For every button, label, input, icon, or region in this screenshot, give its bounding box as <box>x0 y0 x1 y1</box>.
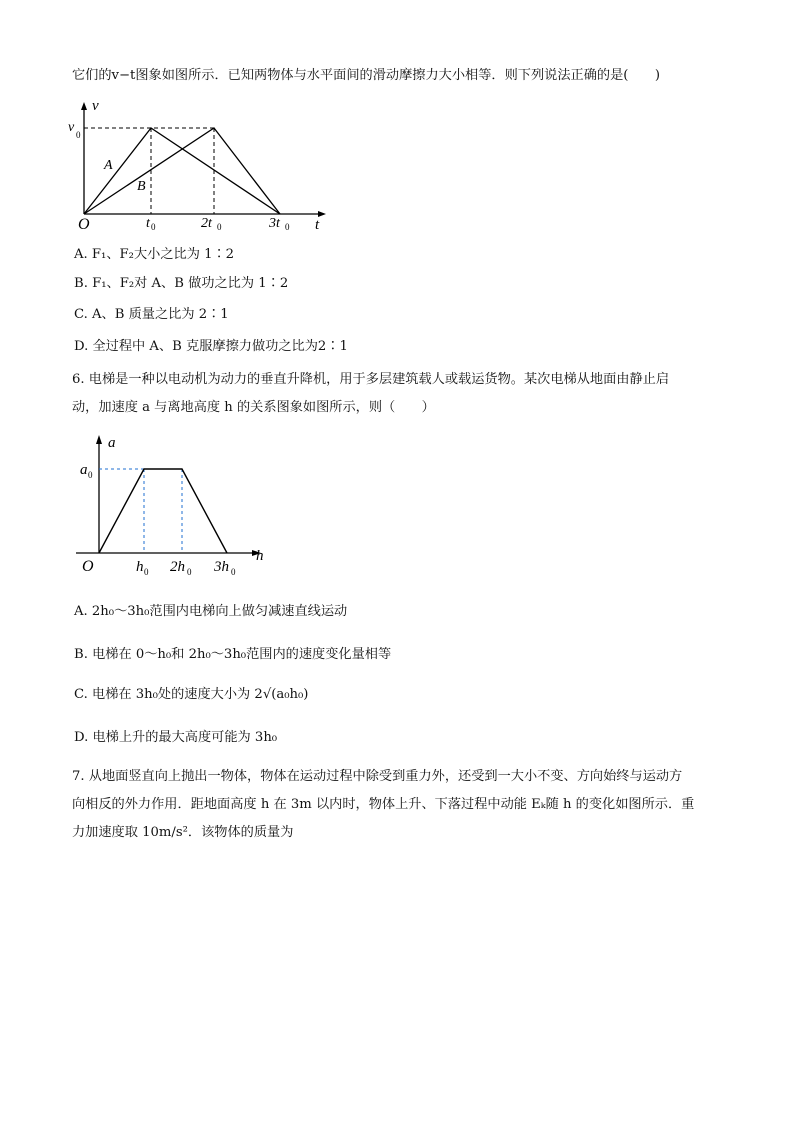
vt-tick3: 3t <box>269 216 280 231</box>
ah-y-label: a <box>108 435 116 451</box>
vt-tick2: 2t <box>201 216 212 231</box>
vt-label-a: A <box>104 158 113 173</box>
q5-stem: 它们的v−t图象如图所示．已知两物体与水平面间的滑动摩擦力大小相等．则下列说法正确的是( ) <box>72 68 660 83</box>
vt-x-arrow <box>318 211 326 217</box>
vt-y-arrow <box>81 102 87 110</box>
q7-line3: 力加速度取 10m/s²．该物体的质量为 <box>72 825 294 840</box>
q5-option-b: B. F₁、F₂对 A、B 做功之比为 1∶2 <box>74 276 289 291</box>
q5-option-c: C. A、B 质量之比为 2∶1 <box>74 307 229 322</box>
q7-line1: 7. 从地面竖直向上抛出一物体，物体在运动过程中除受到重力外，还受到一大小不变、方向始终与运动方 <box>72 769 683 784</box>
ah-y-arrow <box>96 435 102 444</box>
vt-x-label: t <box>315 217 320 233</box>
vt-graph <box>66 98 336 233</box>
ah-origin: O <box>82 558 94 575</box>
ah-tick2-sub: 0 <box>187 567 192 577</box>
vt-v0-sub: 0 <box>76 130 81 140</box>
ah-trapezoid-line <box>99 469 227 553</box>
vt-label-b: B <box>137 179 146 194</box>
q7-line2: 向相反的外力作用．距地面高度 h 在 3m 以内时，物体上升、下落过程中动能 Eₖ随 h 的变化如图所示．重 <box>72 797 695 812</box>
q6-option-d: D. 电梯上升的最大高度可能为 3h₀ <box>74 730 278 745</box>
vt-v0-label: v <box>68 120 75 135</box>
vt-y-label: v <box>92 98 99 114</box>
ah-graph <box>72 432 282 582</box>
ah-x-label: h <box>256 548 264 564</box>
ah-a0-label: a <box>80 462 88 478</box>
q6-stem-line2: 动，加速度 a 与离地高度 h 的关系图象如图所示，则（ ） <box>72 400 435 415</box>
q5-option-a: A. F₁、F₂大小之比为 1∶2 <box>74 247 235 262</box>
vt-origin: O <box>78 216 90 233</box>
ah-tick2: 2h <box>170 559 185 575</box>
vt-line-a <box>84 128 280 214</box>
ah-tick3: 3h <box>214 559 229 575</box>
vt-tick3-sub: 0 <box>285 222 290 232</box>
vt-tick1-sub: 0 <box>151 222 156 232</box>
q6-option-c: C. 电梯在 3h₀处的速度大小为 2√(a₀h₀) <box>74 687 309 702</box>
ah-tick3-sub: 0 <box>231 567 236 577</box>
vt-line-b <box>84 128 280 214</box>
q6-option-b: B. 电梯在 0～h₀和 2h₀～3h₀范围内的速度变化量相等 <box>74 647 392 662</box>
q6-stem-line1: 6. 电梯是一种以电动机为动力的垂直升降机，用于多层建筑载人或载运货物。某次电梯从地面由静止启 <box>72 372 670 387</box>
q5-option-d: D. 全过程中 A、B 克服摩擦力做功之比为2∶1 <box>74 339 348 354</box>
ah-tick1-sub: 0 <box>144 567 149 577</box>
vt-tick1: t <box>146 216 150 231</box>
ah-tick1: h <box>136 559 144 575</box>
ah-a0-sub: 0 <box>88 470 93 480</box>
q6-option-a: A. 2h₀～3h₀范围内电梯向上做匀减速直线运动 <box>74 604 348 619</box>
vt-tick2-sub: 0 <box>217 222 222 232</box>
